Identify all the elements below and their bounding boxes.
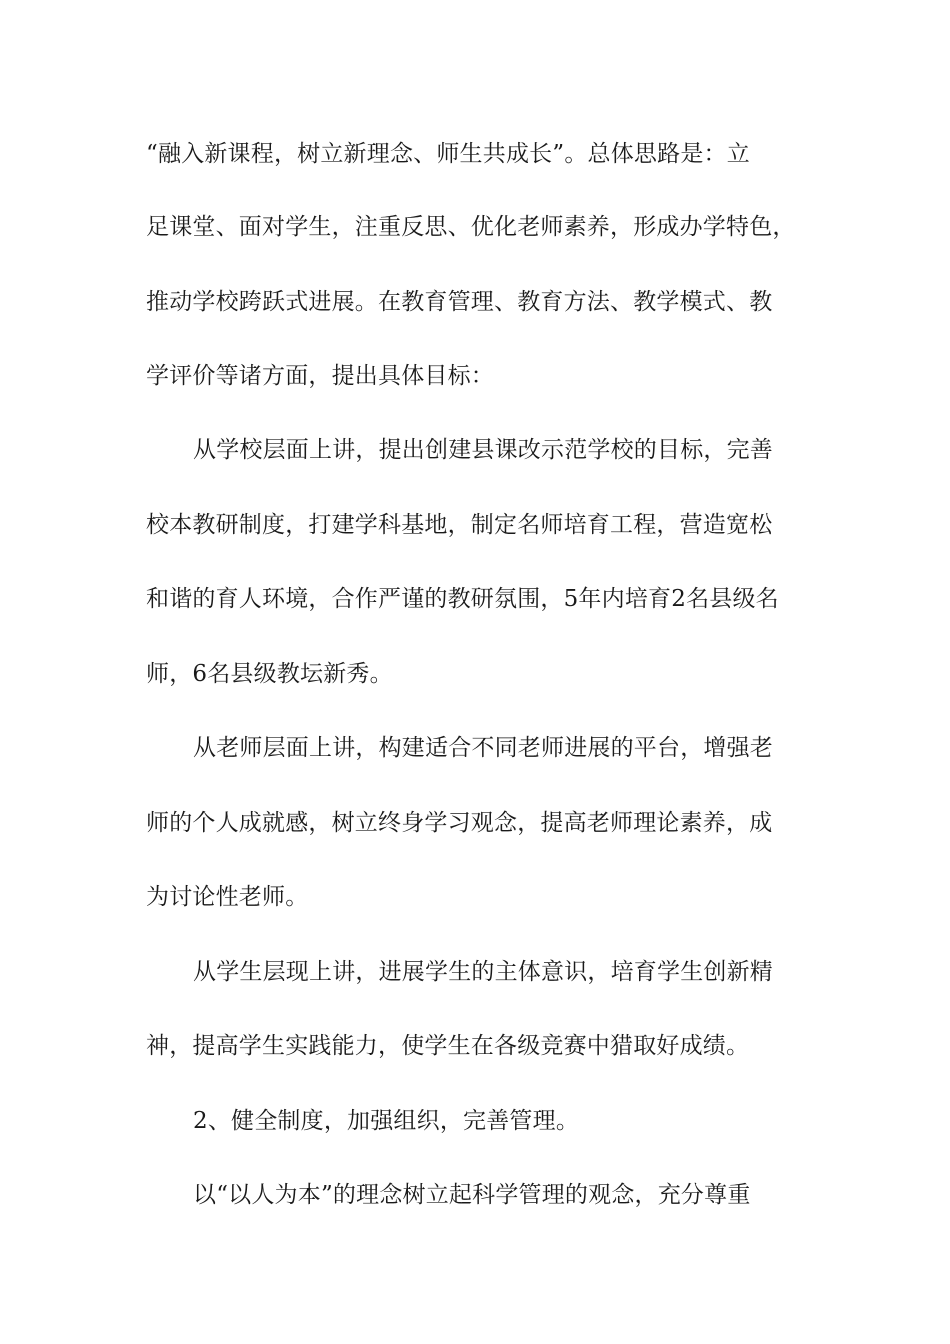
paragraph-school-level-line-3: 和谐的育人环境，合作严谨的教研氛围，5年内培育2名县级名 (146, 586, 779, 612)
paragraph-school-level-line-1: 从学校层面上讲，提出创建县课改示范学校的目标，完善 (193, 437, 773, 463)
text-line-3: 推动学校跨跃式进展。在教育管理、教育方法、教学模式、教 (146, 289, 773, 315)
text-line-1: “融入新课程，树立新理念、师生共成长”。总体思路是：立 (146, 141, 750, 167)
text-line-4: 学评价等诸方面，提出具体目标： (146, 363, 494, 389)
section-heading-2: 2、健全制度，加强组织，完善管理。 (193, 1108, 580, 1134)
paragraph-student-level-line-2: 神，提高学生实践能力，使学生在各级竞赛中猎取好成绩。 (146, 1033, 750, 1059)
paragraph-school-level-line-2: 校本教研制度，打建学科基地，制定名师培育工程，营造宽松 (146, 512, 773, 538)
paragraph-teacher-level-line-3: 为讨论性老师。 (146, 884, 309, 910)
paragraph-student-level-line-1: 从学生层现上讲，进展学生的主体意识，培育学生创新精 (193, 959, 773, 985)
text-line-2: 足课堂、面对学生，注重反思、优化老师素养，形成办学特色， (146, 214, 796, 240)
paragraph-teacher-level-line-2: 师的个人成就感，树立终身学习观念，提高老师理论素养，成 (146, 810, 773, 836)
paragraph-school-level-line-4: 师，6名县级教坛新秀。 (146, 661, 393, 687)
paragraph-teacher-level-line-1: 从老师层面上讲，构建适合不同老师进展的平台，增强老 (193, 735, 773, 761)
paragraph-management-line-1: 以“以人为本”的理念树立起科学管理的观念，充分尊重 (193, 1182, 751, 1208)
